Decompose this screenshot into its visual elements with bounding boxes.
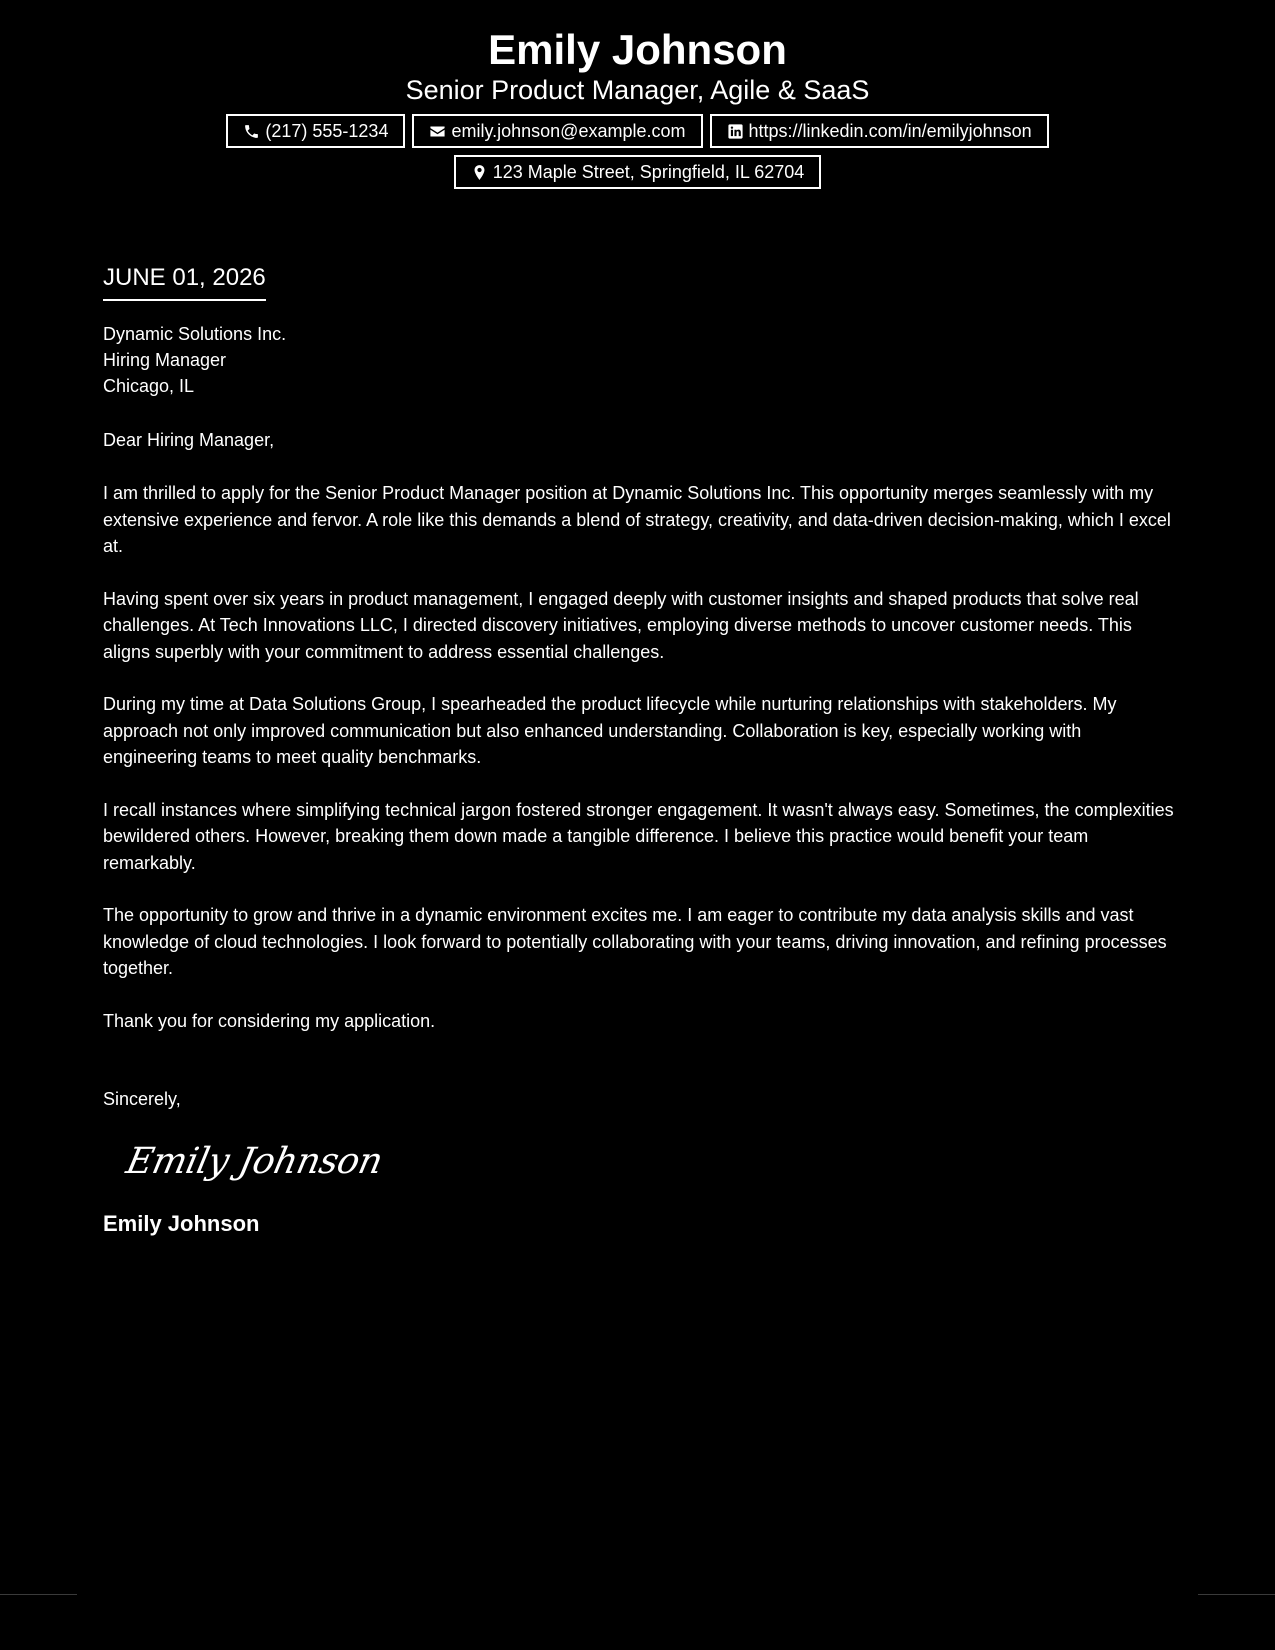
signer-name: Emily Johnson: [103, 1211, 260, 1236]
recipient-block: [103, 321, 1178, 399]
email-chip[interactable]: [412, 114, 702, 148]
letter-date: JUNE 01, 2026: [103, 262, 266, 301]
contact-row-primary: [0, 114, 1275, 148]
applicant-name: Emily Johnson: [488, 26, 787, 73]
phone-chip: [226, 114, 405, 148]
linkedin-link[interactable]: https://linkedin.com/in/emilyjohnson: [748, 121, 1032, 141]
address-chip: [454, 155, 822, 189]
letter-header: [0, 0, 1275, 189]
footer-divider-right: [1198, 1594, 1275, 1595]
phone-icon: [243, 123, 260, 140]
footer-divider-left: [0, 1594, 77, 1595]
recipient-company: Dynamic Solutions Inc.: [103, 324, 287, 344]
paragraph-1: I am thrilled to apply for the Senior Product Manager position at Dynamic Solutions Inc. This opportunity merges seamlessly with my extensive experience and fervor. A role like this demands a blend of strategy, creativity, and data-driven decision-making, which I excel at.: [103, 483, 1171, 556]
paragraph-3: During my time at Data Solutions Group, I spearheaded the product lifecycle while nurturing relationships with stakeholders. My approach not only improved communication but also enhanced understanding. Collaboration is key, especially working with engineering teams to meet quality benchmarks.: [103, 694, 1117, 767]
paragraph-thanks: Thank you for considering my application.: [103, 1010, 436, 1031]
recipient-location: Chicago, IL: [103, 376, 195, 396]
closing: Sincerely,: [103, 1089, 181, 1109]
phone-text: (217) 555-1234: [265, 121, 389, 141]
letter-body: [103, 262, 1178, 1238]
contact-row-secondary: [0, 155, 1275, 189]
envelope-icon: [429, 123, 446, 140]
paragraph-4: I recall instances where simplifying technical jargon fostered stronger engagement. It wasn't always easy. Sometimes, the complexities bewildered others. However, breaking them down made a tangible difference. I believe this practice would benefit your team remarkably.: [103, 799, 1174, 873]
linkedin-icon: [727, 123, 744, 140]
recipient-role: Hiring Manager: [103, 350, 227, 370]
applicant-title: Senior Product Manager, Agile & SaaS: [405, 75, 870, 105]
paragraph-5: The opportunity to grow and thrive in a dynamic environment excites me. I am eager to contribute my data analysis skills and vast knowledge of cloud technologies. I look forward to potentially collaborating with your teams, driving innovation, and refining processes together.: [103, 905, 1167, 978]
map-pin-icon: [471, 164, 488, 181]
salutation: Dear Hiring Manager,: [103, 430, 275, 450]
linkedin-chip[interactable]: [710, 114, 1049, 148]
paragraph-2: Having spent over six years in product management, I engaged deeply with customer insights and shaped products that solve real challenges. At Tech Innovations LLC, I directed discovery initiatives, employing diverse methods to uncover customer needs. This aligns superbly with your commitment to address essential challenges.: [103, 588, 1139, 662]
address-text: 123 Maple Street, Springfield, IL 62704: [492, 162, 805, 182]
signature: Emily Johnson: [122, 1141, 386, 1182]
email-link[interactable]: emily.johnson@example.com: [451, 121, 686, 141]
